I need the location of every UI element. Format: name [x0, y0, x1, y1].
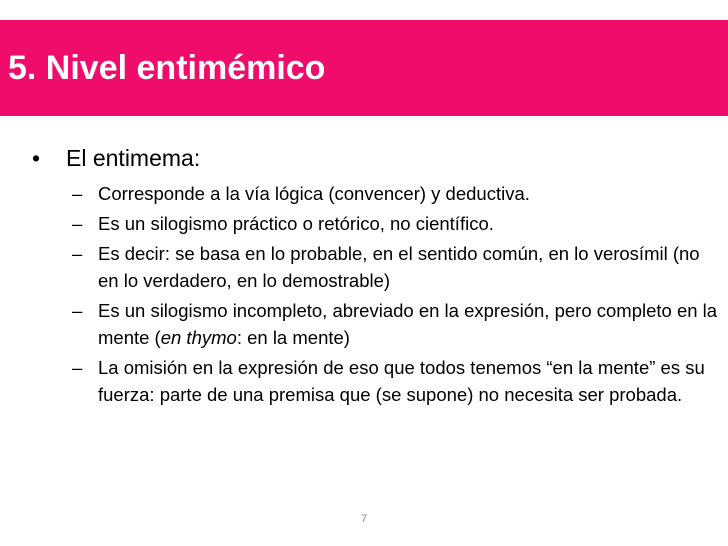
sub-bullet-item [28, 180, 718, 207]
bullet-text: El entimema: [66, 145, 201, 171]
slide-title: 5. Nivel entimémico [8, 49, 326, 87]
sub-bullet-text: Es decir: se basa en lo probable, en el sentido común, en lo verosímil (no en lo verdadero, en lo demostrable) [98, 243, 700, 291]
dash-icon: – [72, 300, 83, 321]
sub-bullet-text [98, 300, 717, 348]
sub-bullet-text-part: : en la mente) [236, 327, 350, 348]
sub-bullet-text: La omisión en la expresión de eso que todos tenemos “en la mente” es su fuerza: parte de una premisa que (se supone) no necesita ser probada. [98, 357, 705, 405]
page-number: 7 [360, 513, 368, 525]
slide-content [28, 142, 718, 411]
sub-bullet-item [28, 240, 718, 294]
sub-bullet-text: Corresponde a la vía lógica (convencer) y deductiva. [98, 183, 530, 204]
sub-bullet-text: Es un silogismo práctico o retórico, no científico. [98, 213, 494, 234]
bullet-item-main [28, 142, 718, 174]
sub-bullet-text-part: Es un silogismo incompleto, abreviado en la expresión, pero completo en la mente ( [98, 300, 718, 348]
sub-bullet-item [28, 210, 718, 237]
sub-bullet-list [28, 180, 718, 408]
sub-bullet-item [28, 297, 718, 351]
sub-bullet-item [28, 354, 718, 408]
bullet-icon: • [32, 145, 41, 171]
italic-term: en thymo [160, 327, 237, 348]
dash-icon: – [72, 213, 83, 234]
dash-icon: – [72, 183, 83, 204]
dash-icon: – [72, 243, 83, 264]
dash-icon: – [72, 357, 83, 378]
